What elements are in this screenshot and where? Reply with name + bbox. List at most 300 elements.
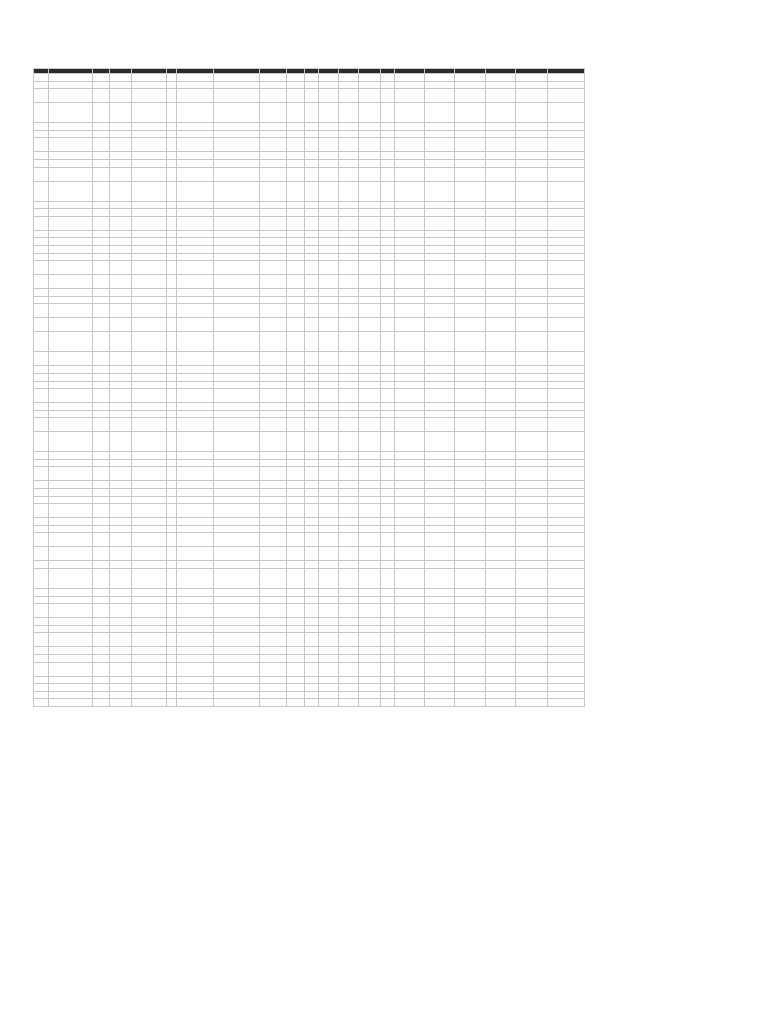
table-cell-link[interactable] — [48, 123, 92, 131]
table-cell-link[interactable] — [319, 561, 339, 569]
table-cell-link[interactable] — [48, 373, 92, 381]
table-cell-link[interactable] — [319, 130, 339, 138]
table-cell-link[interactable] — [395, 618, 425, 626]
table-cell-link[interactable] — [516, 373, 548, 381]
table-cell-link[interactable] — [454, 181, 486, 201]
table-cell-link[interactable] — [425, 381, 455, 389]
table-cell-link[interactable] — [486, 318, 516, 332]
table-cell-link[interactable] — [454, 625, 486, 633]
table-cell-link[interactable] — [48, 684, 92, 692]
table-cell-link[interactable] — [48, 518, 92, 526]
table-cell-link[interactable] — [516, 547, 548, 561]
table-cell-link[interactable] — [395, 332, 425, 352]
table-cell-link[interactable] — [486, 561, 516, 569]
table-cell-link[interactable] — [48, 589, 92, 597]
table-cell-link[interactable] — [454, 504, 486, 518]
table-cell-link[interactable] — [425, 618, 455, 626]
table-cell-link[interactable] — [48, 655, 92, 663]
table-cell-link[interactable] — [425, 662, 455, 676]
table-cell-link[interactable] — [516, 152, 548, 160]
table-cell-link[interactable] — [319, 245, 339, 253]
table-cell-link[interactable] — [454, 275, 486, 289]
table-cell-link[interactable] — [454, 381, 486, 389]
table-cell-link[interactable] — [319, 138, 339, 152]
table-cell-link[interactable] — [48, 699, 92, 707]
table-cell-link[interactable] — [486, 209, 516, 217]
table-cell-link[interactable] — [395, 662, 425, 676]
table-cell-link[interactable] — [516, 604, 548, 618]
table-cell-link[interactable] — [395, 89, 425, 103]
table-cell-link[interactable] — [48, 418, 92, 432]
table-cell-link[interactable] — [516, 89, 548, 103]
table-cell-link[interactable] — [48, 89, 92, 103]
table-cell-link[interactable] — [48, 533, 92, 547]
table-cell-link[interactable] — [395, 318, 425, 332]
table-cell-link[interactable] — [395, 467, 425, 481]
table-cell-link[interactable] — [454, 596, 486, 604]
table-cell-link[interactable] — [425, 201, 455, 209]
table-cell-link[interactable] — [516, 655, 548, 663]
table-cell-link[interactable] — [486, 389, 516, 403]
table-cell-link[interactable] — [454, 662, 486, 676]
table-cell-link[interactable] — [395, 684, 425, 692]
table-cell-link[interactable] — [425, 699, 455, 707]
table-cell-link[interactable] — [516, 389, 548, 403]
table-cell-link[interactable] — [395, 410, 425, 418]
table-cell-link[interactable] — [319, 596, 339, 604]
table-cell-link[interactable] — [516, 525, 548, 533]
table-cell-link[interactable] — [319, 89, 339, 103]
table-cell-link[interactable] — [486, 152, 516, 160]
table-cell-link[interactable] — [486, 633, 516, 647]
table-cell-link[interactable] — [516, 589, 548, 597]
table-cell-link[interactable] — [319, 496, 339, 504]
table-cell-link[interactable] — [319, 167, 339, 181]
table-cell-link[interactable] — [486, 296, 516, 304]
table-cell-link[interactable] — [319, 467, 339, 481]
table-cell-link[interactable] — [425, 518, 455, 526]
table-cell-link[interactable] — [486, 481, 516, 489]
table-cell-link[interactable] — [395, 238, 425, 246]
table-cell-link[interactable] — [425, 253, 455, 261]
table-cell-link[interactable] — [516, 561, 548, 569]
table-cell-link[interactable] — [48, 216, 92, 230]
table-cell-link[interactable] — [425, 238, 455, 246]
table-cell-link[interactable] — [454, 201, 486, 209]
table-cell-link[interactable] — [516, 452, 548, 460]
table-cell-link[interactable] — [425, 467, 455, 481]
table-cell-link[interactable] — [516, 238, 548, 246]
table-cell-link[interactable] — [395, 167, 425, 181]
table-cell-link[interactable] — [48, 618, 92, 626]
table-cell-link[interactable] — [486, 167, 516, 181]
table-cell-link[interactable] — [425, 89, 455, 103]
table-cell-link[interactable] — [454, 216, 486, 230]
table-cell-link[interactable] — [486, 547, 516, 561]
table-cell-link[interactable] — [486, 245, 516, 253]
table-cell-link[interactable] — [516, 699, 548, 707]
table-cell-link[interactable] — [486, 655, 516, 663]
table-cell-link[interactable] — [48, 647, 92, 655]
table-cell-link[interactable] — [319, 275, 339, 289]
table-cell-link[interactable] — [425, 596, 455, 604]
table-cell-link[interactable] — [395, 496, 425, 504]
table-cell-link[interactable] — [516, 647, 548, 655]
table-cell-link[interactable] — [319, 618, 339, 626]
table-cell-link[interactable] — [319, 655, 339, 663]
table-cell-link[interactable] — [486, 647, 516, 655]
table-cell-link[interactable] — [486, 604, 516, 618]
table-cell-link[interactable] — [516, 130, 548, 138]
table-cell-link[interactable] — [48, 561, 92, 569]
table-cell-link[interactable] — [516, 167, 548, 181]
table-cell-link[interactable] — [319, 289, 339, 297]
table-cell-link[interactable] — [48, 633, 92, 647]
table-cell-link[interactable] — [395, 504, 425, 518]
table-cell-link[interactable] — [516, 481, 548, 489]
table-cell-link[interactable] — [486, 304, 516, 318]
table-cell-link[interactable] — [48, 159, 92, 167]
table-cell-link[interactable] — [48, 366, 92, 374]
table-cell-link[interactable] — [319, 625, 339, 633]
table-cell-link[interactable] — [319, 304, 339, 318]
table-cell-link[interactable] — [425, 459, 455, 467]
table-cell-link[interactable] — [425, 655, 455, 663]
table-cell-link[interactable] — [486, 403, 516, 411]
table-cell-link[interactable] — [454, 589, 486, 597]
table-cell-link[interactable] — [454, 655, 486, 663]
table-cell-link[interactable] — [319, 452, 339, 460]
table-cell-link[interactable] — [454, 167, 486, 181]
table-cell-link[interactable] — [425, 159, 455, 167]
table-cell-link[interactable] — [319, 684, 339, 692]
table-cell-link[interactable] — [516, 296, 548, 304]
table-cell-link[interactable] — [319, 181, 339, 201]
table-cell-link[interactable] — [425, 245, 455, 253]
table-cell-link[interactable] — [395, 518, 425, 526]
table-cell-link[interactable] — [395, 569, 425, 589]
table-cell-link[interactable] — [319, 547, 339, 561]
table-cell-link[interactable] — [425, 489, 455, 497]
table-cell-link[interactable] — [516, 159, 548, 167]
table-cell-link[interactable] — [319, 525, 339, 533]
table-cell-link[interactable] — [395, 81, 425, 89]
table-cell-link[interactable] — [486, 138, 516, 152]
table-cell-link[interactable] — [48, 81, 92, 89]
table-cell-link[interactable] — [425, 684, 455, 692]
table-cell-link[interactable] — [454, 432, 486, 452]
table-cell-link[interactable] — [319, 296, 339, 304]
table-cell-link[interactable] — [454, 130, 486, 138]
table-cell-link[interactable] — [486, 381, 516, 389]
table-cell-link[interactable] — [395, 159, 425, 167]
table-cell-link[interactable] — [516, 518, 548, 526]
table-cell-link[interactable] — [48, 318, 92, 332]
table-cell-link[interactable] — [516, 569, 548, 589]
table-cell-link[interactable] — [425, 74, 455, 82]
table-cell-link[interactable] — [454, 481, 486, 489]
table-cell-link[interactable] — [516, 410, 548, 418]
table-cell-link[interactable] — [425, 691, 455, 699]
table-cell-link[interactable] — [486, 467, 516, 481]
table-cell-link[interactable] — [395, 459, 425, 467]
table-cell-link[interactable] — [395, 245, 425, 253]
table-cell-link[interactable] — [319, 216, 339, 230]
table-cell-link[interactable] — [486, 525, 516, 533]
table-cell-link[interactable] — [486, 332, 516, 352]
table-cell-link[interactable] — [395, 389, 425, 403]
table-cell-link[interactable] — [454, 373, 486, 381]
table-cell-link[interactable] — [48, 230, 92, 238]
table-cell-link[interactable] — [454, 467, 486, 481]
table-cell-link[interactable] — [48, 481, 92, 489]
table-cell-link[interactable] — [516, 381, 548, 389]
table-cell-link[interactable] — [516, 366, 548, 374]
table-cell-link[interactable] — [486, 238, 516, 246]
table-cell-link[interactable] — [486, 589, 516, 597]
table-cell-link[interactable] — [319, 647, 339, 655]
table-cell-link[interactable] — [486, 74, 516, 82]
table-cell-link[interactable] — [516, 533, 548, 547]
table-cell-link[interactable] — [48, 130, 92, 138]
table-cell-link[interactable] — [395, 123, 425, 131]
table-cell-link[interactable] — [395, 596, 425, 604]
table-cell-link[interactable] — [516, 691, 548, 699]
table-cell-link[interactable] — [319, 381, 339, 389]
table-cell-link[interactable] — [48, 201, 92, 209]
table-cell-link[interactable] — [48, 662, 92, 676]
table-cell-link[interactable] — [516, 403, 548, 411]
table-cell-link[interactable] — [486, 159, 516, 167]
table-cell-link[interactable] — [319, 699, 339, 707]
table-cell-link[interactable] — [486, 352, 516, 366]
table-cell-link[interactable] — [48, 181, 92, 201]
table-cell-link[interactable] — [319, 209, 339, 217]
table-cell-link[interactable] — [319, 691, 339, 699]
table-cell-link[interactable] — [516, 81, 548, 89]
table-cell-link[interactable] — [48, 74, 92, 82]
table-cell-link[interactable] — [319, 318, 339, 332]
table-cell-link[interactable] — [425, 676, 455, 684]
table-cell-link[interactable] — [486, 684, 516, 692]
table-cell-link[interactable] — [319, 403, 339, 411]
table-cell-link[interactable] — [395, 261, 425, 275]
table-cell-link[interactable] — [486, 253, 516, 261]
table-cell-link[interactable] — [319, 662, 339, 676]
table-cell-link[interactable] — [48, 489, 92, 497]
table-cell-link[interactable] — [454, 633, 486, 647]
table-cell-link[interactable] — [395, 289, 425, 297]
table-cell-link[interactable] — [48, 209, 92, 217]
table-cell-link[interactable] — [425, 352, 455, 366]
table-cell-link[interactable] — [425, 418, 455, 432]
table-cell-link[interactable] — [486, 123, 516, 131]
table-cell-link[interactable] — [486, 201, 516, 209]
table-cell-link[interactable] — [454, 389, 486, 403]
table-cell-link[interactable] — [319, 74, 339, 82]
table-cell-link[interactable] — [395, 655, 425, 663]
table-cell-link[interactable] — [486, 89, 516, 103]
table-cell-link[interactable] — [516, 181, 548, 201]
table-cell-link[interactable] — [516, 245, 548, 253]
table-cell-link[interactable] — [454, 253, 486, 261]
table-cell-link[interactable] — [454, 159, 486, 167]
table-cell-link[interactable] — [516, 459, 548, 467]
table-cell-link[interactable] — [425, 167, 455, 181]
table-cell-link[interactable] — [319, 518, 339, 526]
table-cell-link[interactable] — [486, 275, 516, 289]
table-cell-link[interactable] — [319, 410, 339, 418]
table-cell-link[interactable] — [516, 138, 548, 152]
table-cell-link[interactable] — [395, 489, 425, 497]
table-cell-link[interactable] — [486, 533, 516, 547]
table-cell-link[interactable] — [395, 275, 425, 289]
table-cell-link[interactable] — [395, 373, 425, 381]
table-cell-link[interactable] — [48, 261, 92, 275]
table-cell-link[interactable] — [319, 103, 339, 123]
table-cell-link[interactable] — [395, 352, 425, 366]
table-cell-link[interactable] — [486, 230, 516, 238]
table-cell-link[interactable] — [319, 533, 339, 547]
table-cell-link[interactable] — [454, 496, 486, 504]
table-cell-link[interactable] — [516, 289, 548, 297]
table-cell-link[interactable] — [454, 410, 486, 418]
table-cell-link[interactable] — [516, 418, 548, 432]
table-cell-link[interactable] — [486, 103, 516, 123]
table-cell-link[interactable] — [516, 676, 548, 684]
table-cell-link[interactable] — [425, 230, 455, 238]
table-cell-link[interactable] — [486, 596, 516, 604]
table-cell-link[interactable] — [319, 366, 339, 374]
table-cell-link[interactable] — [425, 604, 455, 618]
table-cell-link[interactable] — [48, 596, 92, 604]
table-cell-link[interactable] — [48, 676, 92, 684]
table-cell-link[interactable] — [486, 699, 516, 707]
table-cell-link[interactable] — [48, 238, 92, 246]
table-cell-link[interactable] — [319, 481, 339, 489]
table-cell-link[interactable] — [454, 103, 486, 123]
table-cell-link[interactable] — [48, 569, 92, 589]
table-cell-link[interactable] — [319, 633, 339, 647]
table-cell-link[interactable] — [425, 296, 455, 304]
table-cell-link[interactable] — [516, 596, 548, 604]
table-cell-link[interactable] — [454, 318, 486, 332]
table-cell-link[interactable] — [454, 547, 486, 561]
table-cell-link[interactable] — [516, 352, 548, 366]
table-cell-link[interactable] — [486, 489, 516, 497]
table-cell-link[interactable] — [48, 547, 92, 561]
table-cell-link[interactable] — [395, 533, 425, 547]
table-cell-link[interactable] — [454, 699, 486, 707]
table-cell-link[interactable] — [395, 230, 425, 238]
table-cell-link[interactable] — [48, 403, 92, 411]
table-cell-link[interactable] — [319, 569, 339, 589]
table-cell-link[interactable] — [454, 604, 486, 618]
table-cell-link[interactable] — [516, 496, 548, 504]
table-cell-link[interactable] — [454, 561, 486, 569]
table-cell-link[interactable] — [454, 304, 486, 318]
table-cell-link[interactable] — [454, 618, 486, 626]
table-cell-link[interactable] — [486, 130, 516, 138]
table-cell-link[interactable] — [486, 676, 516, 684]
table-cell-link[interactable] — [454, 152, 486, 160]
table-cell-link[interactable] — [425, 275, 455, 289]
table-cell-link[interactable] — [395, 304, 425, 318]
table-cell-link[interactable] — [454, 209, 486, 217]
table-cell-link[interactable] — [48, 289, 92, 297]
table-cell-link[interactable] — [425, 496, 455, 504]
table-cell-link[interactable] — [425, 533, 455, 547]
table-cell-link[interactable] — [516, 489, 548, 497]
table-cell-link[interactable] — [48, 167, 92, 181]
table-cell-link[interactable] — [395, 604, 425, 618]
table-cell-link[interactable] — [48, 152, 92, 160]
table-cell-link[interactable] — [48, 625, 92, 633]
table-cell-link[interactable] — [486, 410, 516, 418]
table-cell-link[interactable] — [48, 332, 92, 352]
table-cell-link[interactable] — [486, 662, 516, 676]
table-cell-link[interactable] — [425, 123, 455, 131]
table-cell-link[interactable] — [425, 181, 455, 201]
table-cell-link[interactable] — [454, 691, 486, 699]
table-cell-link[interactable] — [319, 589, 339, 597]
table-cell-link[interactable] — [425, 547, 455, 561]
table-cell-link[interactable] — [454, 489, 486, 497]
table-cell-link[interactable] — [486, 261, 516, 275]
table-cell-link[interactable] — [486, 216, 516, 230]
table-cell-link[interactable] — [454, 261, 486, 275]
table-cell-link[interactable] — [425, 403, 455, 411]
table-cell-link[interactable] — [454, 403, 486, 411]
table-cell-link[interactable] — [454, 81, 486, 89]
table-cell-link[interactable] — [454, 569, 486, 589]
table-cell-link[interactable] — [454, 138, 486, 152]
table-cell-link[interactable] — [395, 699, 425, 707]
table-cell-link[interactable] — [395, 418, 425, 432]
table-cell-link[interactable] — [425, 410, 455, 418]
table-cell-link[interactable] — [48, 381, 92, 389]
table-cell-link[interactable] — [516, 261, 548, 275]
table-cell-link[interactable] — [516, 216, 548, 230]
table-cell-link[interactable] — [454, 238, 486, 246]
table-cell-link[interactable] — [516, 662, 548, 676]
table-cell-link[interactable] — [454, 459, 486, 467]
table-cell-link[interactable] — [395, 381, 425, 389]
table-cell-link[interactable] — [454, 676, 486, 684]
table-cell-link[interactable] — [48, 275, 92, 289]
table-cell-link[interactable] — [48, 410, 92, 418]
table-cell-link[interactable] — [486, 496, 516, 504]
table-cell-link[interactable] — [319, 238, 339, 246]
table-cell-link[interactable] — [319, 676, 339, 684]
table-cell-link[interactable] — [395, 216, 425, 230]
table-cell-link[interactable] — [48, 296, 92, 304]
table-cell-link[interactable] — [516, 625, 548, 633]
table-cell-link[interactable] — [516, 618, 548, 626]
table-cell-link[interactable] — [425, 209, 455, 217]
table-cell-link[interactable] — [395, 547, 425, 561]
table-cell-link[interactable] — [486, 81, 516, 89]
table-cell-link[interactable] — [425, 647, 455, 655]
table-cell-link[interactable] — [454, 684, 486, 692]
table-cell-link[interactable] — [395, 296, 425, 304]
table-cell-link[interactable] — [425, 261, 455, 275]
table-cell-link[interactable] — [48, 467, 92, 481]
table-cell-link[interactable] — [486, 181, 516, 201]
table-cell-link[interactable] — [48, 691, 92, 699]
table-cell-link[interactable] — [516, 684, 548, 692]
table-cell-link[interactable] — [454, 296, 486, 304]
